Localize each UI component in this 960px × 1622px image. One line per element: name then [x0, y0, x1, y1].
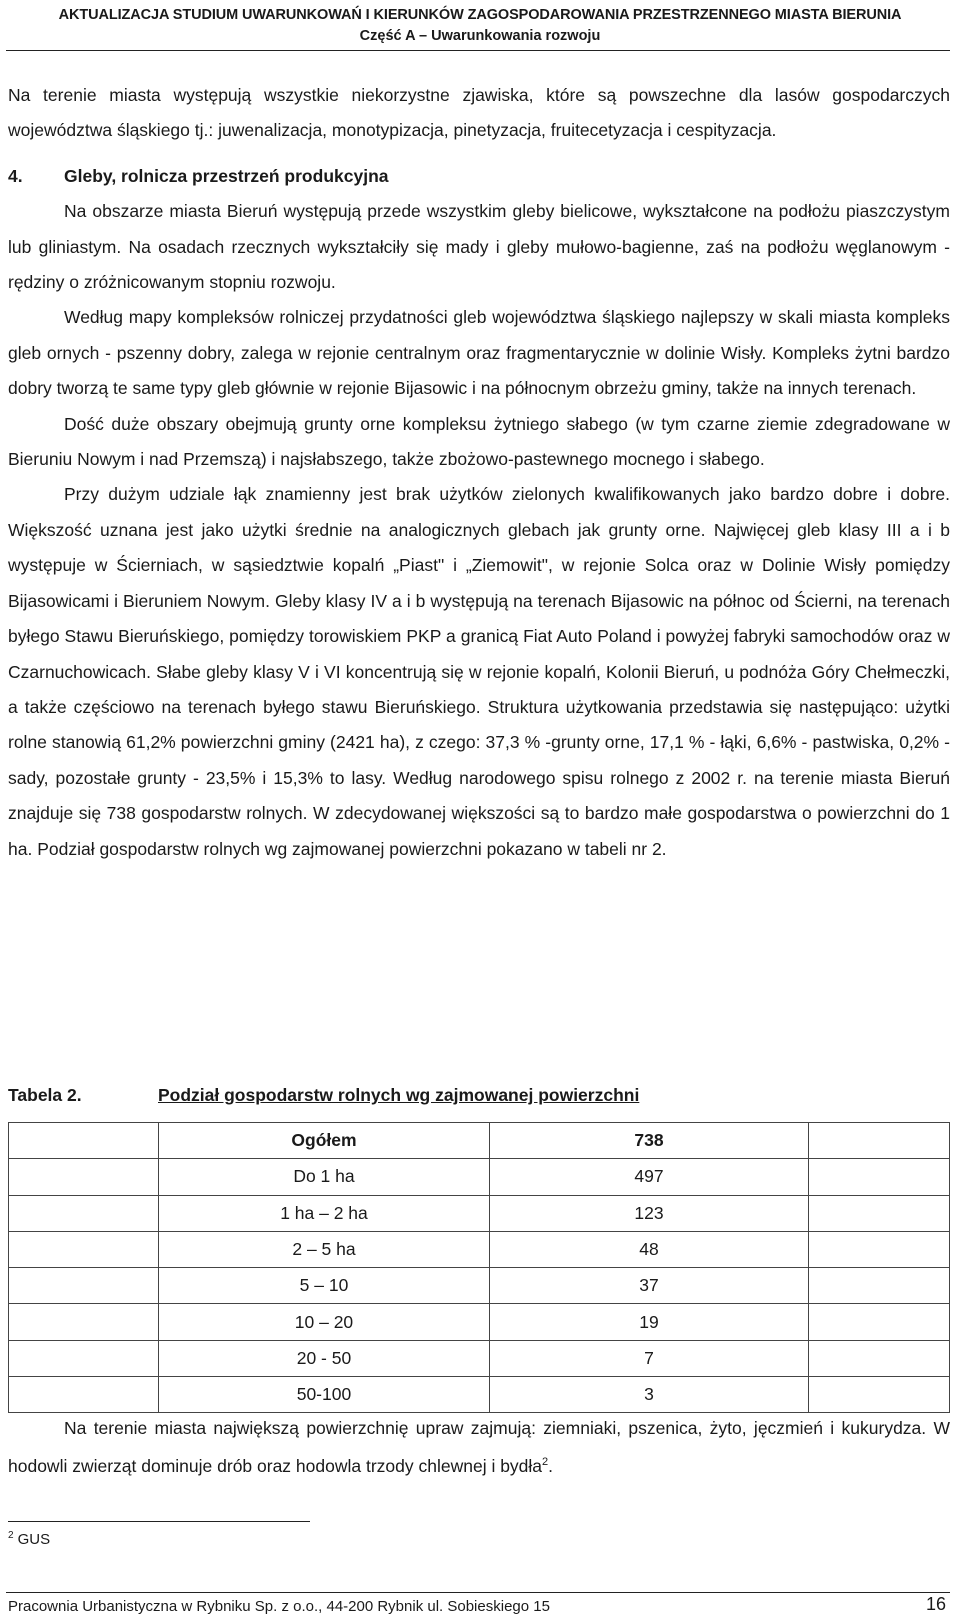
table-cell-empty: [9, 1304, 159, 1340]
paragraph-soils: Na obszarze miasta Bieruń występują przede wszystkim gleby bielicowe, wykształcone na podłożu piaszczystym lub gliniastym. Na osadach rzecznych wykształciły się mady i gleby mułowo-bagienne, zaś na podłożu węglanowym - rędziny o zróżnicowanym stopniu rozwoju.: [8, 201, 950, 293]
table-cell-category: Do 1 ha: [159, 1159, 489, 1195]
crops-text: Na terenie miasta największą powierzchnię upraw zajmują: ziemniaki, pszenica, żyto, jęczmień i kukurydza. W hodowli zwierząt dominuje drób oraz hodowla trzody chlewnej i bydła: [8, 1418, 950, 1476]
table-cell-empty: [809, 1231, 950, 1267]
table-row: [9, 1159, 950, 1195]
table-cell-value: 497: [489, 1159, 809, 1195]
footnote-text: GUS: [17, 1531, 51, 1548]
table-row: [9, 1268, 950, 1304]
table-cell-category: 50-100: [159, 1377, 489, 1413]
table-cell-empty: [809, 1195, 950, 1231]
table-cell-empty: [9, 1377, 159, 1413]
table-cell-empty: [9, 1231, 159, 1267]
page-header: [0, 4, 960, 46]
paragraph-crops: [8, 1411, 950, 1483]
table-cell-empty: [809, 1123, 950, 1159]
spacer: [8, 149, 950, 159]
table-header-value: 738: [489, 1123, 809, 1159]
intro-paragraph: Na terenie miasta występują wszystkie niekorzystne zjawiska, które są powszechne dla lasów gospodarczych województwa śląskiego tj.: juwenalizacja, monotypizacja, pinetyzacja, fruitecetyzacja i cespityzacja.: [8, 85, 950, 141]
table-row: [9, 1231, 950, 1267]
table-cell-category: 2 – 5 ha: [159, 1231, 489, 1267]
main-text: [8, 78, 950, 867]
table-cell-value: 37: [489, 1268, 809, 1304]
table-cell-category: 10 – 20: [159, 1304, 489, 1340]
table-cell-empty: [809, 1159, 950, 1195]
table-cell-value: 7: [489, 1340, 809, 1376]
table-cell-value: 3: [489, 1377, 809, 1413]
table-cell-empty: [9, 1123, 159, 1159]
table-cell-empty: [9, 1159, 159, 1195]
paragraph-weak-soils: Dość duże obszary obejmują grunty orne kompleksu żytniego słabego (w tym czarne ziemie zdegradowane w Bieruniu Nowym i nad Przemszą) i najsłabszego, także zbożowo-pastewnego mocnego i słabego.: [8, 413, 950, 470]
section-title: Gleby, rolnicza przestrzeń produkcyjna: [64, 165, 389, 186]
table-cell-category: 1 ha – 2 ha: [159, 1195, 489, 1231]
footnote-reference[interactable]: 2: [542, 1456, 549, 1468]
footer-divider: [6, 1592, 950, 1593]
farms-table: [8, 1122, 950, 1413]
table-cell-empty: [9, 1340, 159, 1376]
table-header-row: [9, 1123, 950, 1159]
after-table-text: [8, 1411, 950, 1483]
table-cell-value: 123: [489, 1195, 809, 1231]
table-cell-value: 48: [489, 1231, 809, 1267]
header-divider: [6, 50, 950, 51]
header-part-title: Część A – Uwarunkowania rozwoju: [359, 28, 601, 44]
footnote: [8, 1530, 50, 1548]
table-header-category: Ogółem: [159, 1123, 489, 1159]
crops-text-end: .: [548, 1455, 554, 1476]
table-cell-empty: [809, 1377, 950, 1413]
table-cell-category: 5 – 10: [159, 1268, 489, 1304]
table-cell-empty: [809, 1304, 950, 1340]
paragraph-land-use: Przy dużym udziale łąk znamienny jest brak użytków zielonych kwalifikowanych jako bardzo dobre i dobre. Większość uznana jest jako użytki średnie na analogicznych glebach jak grunty orne. Najwięcej gleb klasy III a i b występuje w Ścierniach, w sąsiedztwie kopalń „Piast" i „Ziemowit", w rejonie Solca oraz w Dolinie Wisły pomiędzy Bijasowicami i Bieruniem Nowym. Gleby klasy IV a i b występują na terenach Bijasowic na północ od Ścierni, na terenach byłego Stawu Bieruńskiego, pomiędzy torowiskiem PKP a granicą Fiat Auto Poland i powyżej fabryki samochodów oraz w Czarnuchowicach. Słabe gleby klasy V i VI koncentrują się w rejonie kopalń, Kolonii Bieruń, u podnóża Góry Chełmeczki, a także częściowo na terenach byłego stawu Bieruńskiego. Struktura użytkowania przedstawia się następująco: użytki rolne stanowią 61,2% powierzchni gminy (2421 ha), z czego: 37,3 % -grunty orne, 17,1 % - łąki, 6,6% - pastwiska, 0,2% - sady, pozostałe grunty - 23,5% i 15,3% to lasy. Według narodowego spisu rolnego z 2002 r. na terenie miasta Bieruń znajduje się 738 gospodarstw rolnych. W zdecydowanej większości są to bardzo małe gospodarstwa o powierzchni do 1 ha. Podział gospodarstw rolnych wg zajmowanej powierzchni pokazano w tabeli nr 2.: [8, 484, 950, 859]
table-row: [9, 1377, 950, 1413]
table-row: [9, 1195, 950, 1231]
footer-text: Pracownia Urbanistyczna w Rybniku Sp. z o.o., 44-200 Rybnik ul. Sobieskiego 15: [8, 1598, 550, 1615]
table-cell-empty: [9, 1195, 159, 1231]
table-cell-value: 19: [489, 1304, 809, 1340]
section-heading: [8, 159, 950, 194]
header-document-title: AKTUALIZACJA STUDIUM UWARUNKOWAŃ I KIERUNKÓW ZAGOSPODAROWANIA PRZESTRZENNEGO MIASTA BIERUNIA: [58, 7, 902, 23]
table-row: [9, 1304, 950, 1340]
table-cell-empty: [9, 1268, 159, 1304]
page-number: 16: [925, 1594, 946, 1614]
table-title: Podział gospodarstw rolnych wg zajmowanej powierzchni: [158, 1085, 640, 1105]
table-cell-empty: [809, 1340, 950, 1376]
table-label: Tabela 2.: [8, 1085, 82, 1105]
paragraph-soil-complexes: Według mapy kompleksów rolniczej przydatności gleb województwa śląskiego najlepszy w skali miasta kompleks gleb ornych - pszenny dobry, zalega w rejonie centralnym oraz fragmentarycznie w dolinie Wisły. Kompleks żytni bardzo dobry tworzą te same typy gleb głównie w rejonie Bijasowic i na północnym obrzeżu gminy, także na innych terenach.: [8, 307, 950, 399]
table-cell-empty: [809, 1268, 950, 1304]
table-caption: [8, 1085, 639, 1106]
section-number: 4.: [8, 165, 23, 186]
footnote-mark: 2: [8, 1530, 14, 1541]
table-row: [9, 1340, 950, 1376]
table-cell-category: 20 - 50: [159, 1340, 489, 1376]
footnote-divider: [8, 1521, 310, 1522]
